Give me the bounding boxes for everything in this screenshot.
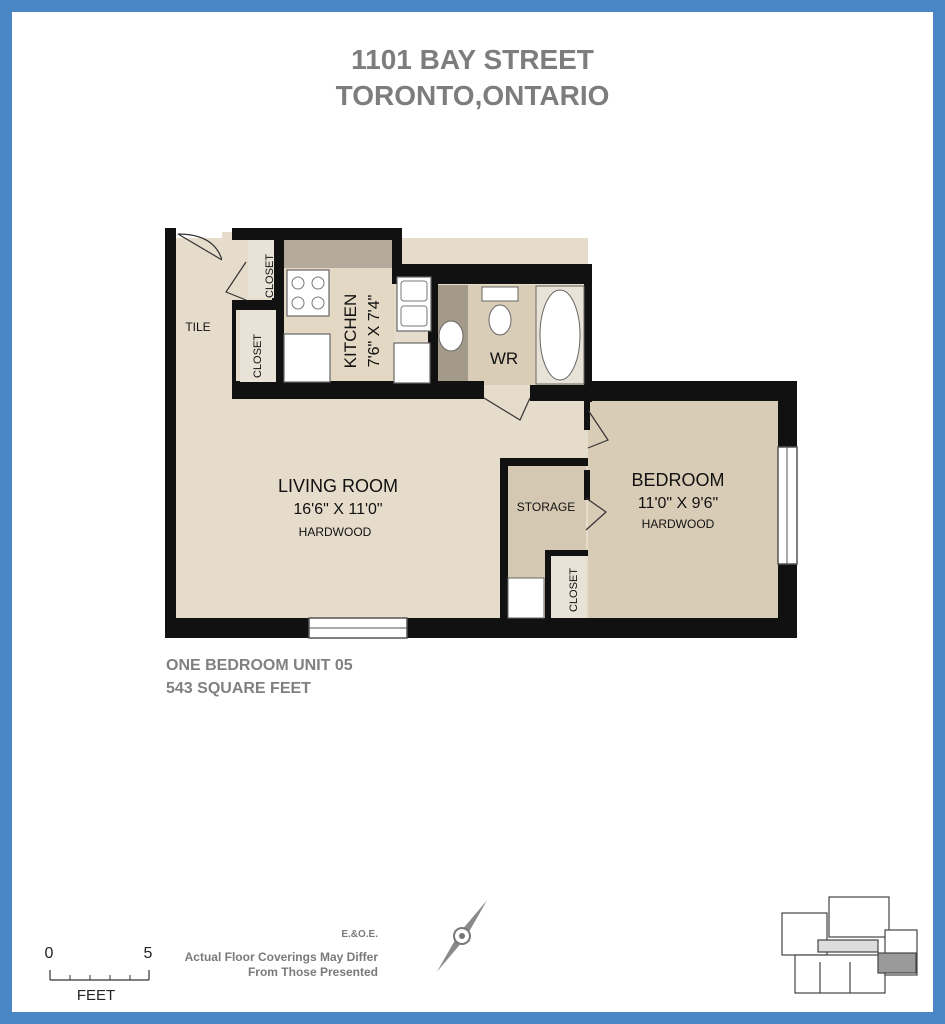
scale-end: 5 xyxy=(143,945,153,962)
wall-storage-top xyxy=(500,458,588,466)
kitchen-counter xyxy=(282,240,392,268)
address-line-2: TORONTO,ONTARIO xyxy=(335,80,610,111)
living-room-name: LIVING ROOM xyxy=(277,476,399,496)
kitchen-sink xyxy=(397,277,431,331)
disclaimer-line-2: From Those Presented xyxy=(247,965,378,979)
bedroom-name: BEDROOM xyxy=(631,470,725,490)
scale-unit: FEET xyxy=(76,987,116,1004)
unit-area: 543 SQUARE FEET xyxy=(166,680,311,697)
wall-closet-hall-top xyxy=(232,300,282,310)
wall-wr-bottom xyxy=(530,385,588,401)
storage-label: STORAGE xyxy=(516,500,576,514)
wall-closet-bed xyxy=(545,550,588,556)
closet-hall-label: CLOSET xyxy=(252,333,264,379)
wall-hall-bottom xyxy=(232,381,484,399)
washroom-label: WR xyxy=(489,349,519,368)
kitchen-name: KITCHEN xyxy=(341,293,360,369)
bedroom-floor: HARDWOOD xyxy=(641,517,715,531)
building-keyplan-icon xyxy=(782,897,917,993)
living-room-dims: 16'6" X 11'0" xyxy=(293,501,383,518)
scale-bar xyxy=(50,970,149,980)
wall-top-bedroom xyxy=(584,381,797,401)
stove xyxy=(287,270,329,316)
closet-entry-label: CLOSET xyxy=(264,253,276,299)
wall-top-kitchen xyxy=(232,228,394,240)
entry-tile-label: TILE xyxy=(185,320,211,334)
bedroom-dims: 11'0" X 9'6" xyxy=(637,495,719,512)
wall-storage-left xyxy=(500,458,508,618)
kitchen-dims: 7'6" X 7'4" xyxy=(366,294,383,368)
wall-bedroom-left xyxy=(584,400,590,430)
closet-bedroom-label: CLOSET xyxy=(568,567,580,613)
compass-rose-icon xyxy=(429,894,496,978)
disclaimer-line-1: Actual Floor Coverings May Differ xyxy=(184,950,378,964)
dishwasher xyxy=(394,343,430,383)
living-room-floor: HARDWOOD xyxy=(298,525,372,539)
wall-closet-hall-left xyxy=(232,300,236,385)
wall-left xyxy=(165,228,176,638)
wall-bottom xyxy=(165,618,797,638)
wr-sink xyxy=(439,321,463,351)
unit-name: ONE BEDROOM UNIT 05 xyxy=(166,657,353,674)
wall-closet-bed-left xyxy=(545,550,551,618)
wall-bedroom-left-2 xyxy=(584,470,590,500)
eoe-note: E.&O.E. xyxy=(341,929,378,940)
fridge xyxy=(284,334,330,382)
toilet xyxy=(489,305,511,335)
scale-start: 0 xyxy=(44,945,54,962)
address-line-1: 1101 BAY STREET xyxy=(351,44,594,75)
